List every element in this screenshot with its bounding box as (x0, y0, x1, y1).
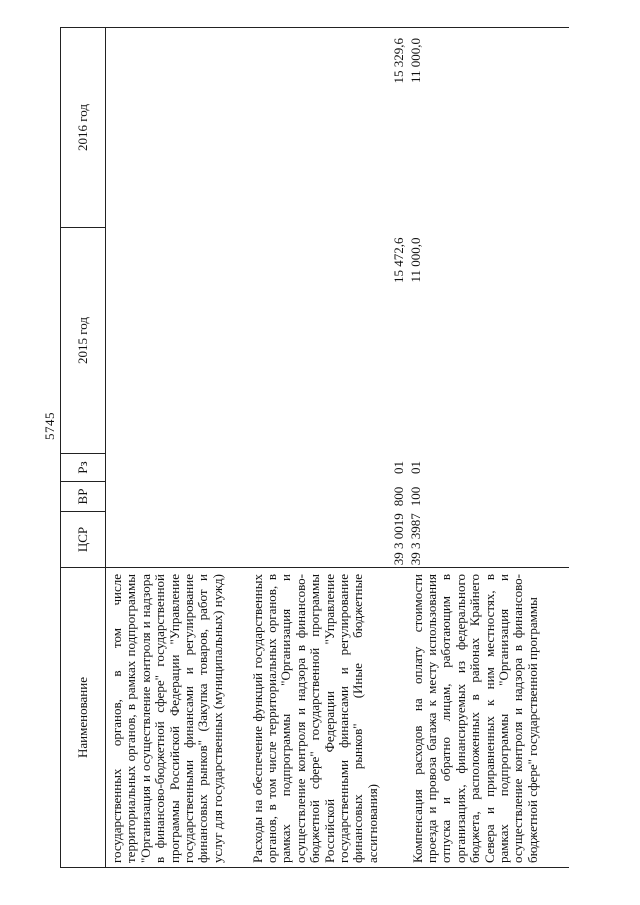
row-2015-cell: 11 000,0 (407, 237, 423, 283)
page-number: 5745 (42, 412, 57, 440)
header-vr: ВР (61, 482, 106, 512)
row-rz-cell: 01 (407, 461, 423, 474)
row-csr-cell: 39 3 3987 (407, 513, 423, 566)
row-rz-cell (106, 454, 249, 482)
row-vr-cell: 800 (391, 486, 407, 507)
row-vr-cell (106, 482, 249, 512)
row-2015-cell (106, 228, 249, 454)
header-rz: Рз (61, 454, 106, 482)
row-vr-cell: 100 (407, 486, 423, 507)
table-row (409, 28, 569, 868)
header-name: Наименование (61, 568, 106, 868)
table-row (249, 28, 409, 868)
row-2016-cell (106, 28, 249, 228)
row-rz-cell: 01 (391, 461, 407, 474)
row-csr-cell (106, 512, 249, 568)
row-2015-cell: 15 472,6 (391, 237, 407, 283)
row-2016-cell: 15 329,6 (249, 28, 409, 228)
row-csr-cell: 39 3 0019 (391, 513, 407, 566)
budget-table-sheet (60, 28, 605, 868)
header-2016: 2016 год (61, 28, 106, 228)
row-name-cell: Компенсация расходов на оплату стоимости проезда и провоза багажа к месту использования отпуска и обратно лицам, работающим в организациях, финансируемых из федерального бюджета, расположенных в районах Крайнего Севера и приравненных к ним местностях, в рамках подпрограммы "Организация и осуществление контроля и надзора в финансово-бюджетной сфере" государственной программы (409, 568, 569, 868)
table-row (106, 28, 249, 868)
header-2015: 2015 год (61, 228, 106, 454)
row-2016-cell: 11 000,0 (409, 28, 569, 228)
row-name-cell: Расходы на обеспечение функций государственных органов, в том числе территориальных органов, в рамках подпрограммы "Организация и осуществление контроля и надзора в финансово-бюджетной сфере" государственной программы Российской Федерации "Управление государственными финансами и регулирование финансовых рынков" (Иные бюджетные ассигнования) (249, 568, 409, 868)
row-name-cell: государственных органов, в том числе территориальных органов, в рамках подпрограммы "Организация и осуществление контроля и надзора в финансово-бюджетной сфере" государственной программы Российской Федерации "Управление государственными финансами и регулирование финансовых рынков" (Закупка товаров, работ и услуг для государственных (муниципальных) нужд) (106, 568, 249, 868)
table-header-row (61, 28, 106, 868)
header-csr: ЦСР (61, 512, 106, 568)
budget-table (60, 27, 569, 868)
